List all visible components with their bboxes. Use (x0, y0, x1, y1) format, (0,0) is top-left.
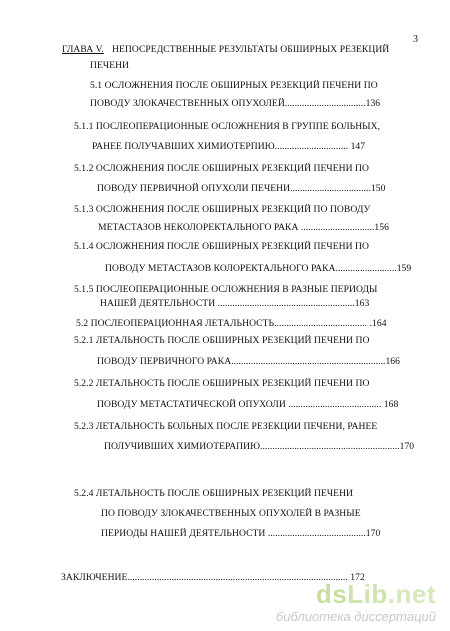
toc-entry-5-2: 5.2 ПОСЛЕОПЕРАЦИОННАЯ ЛЕТАЛЬНОСТЬ...................................... .164 (76, 318, 387, 329)
toc-entry-5-1-5-line1: 5.1.5 ПОСЛЕОПЕРАЦИОННЫЕ ОСЛОЖНЕНИЯ В РАЗНЫЕ ПЕРИОДЫ (74, 284, 378, 295)
toc-entry-5-2-3-line1: 5.2.3 ЛЕТАЛЬНОСТЬ БОЛЬНЫХ ПОСЛЕ РЕЗЕКЦИИ ПЕЧЕНИ, РАНЕЕ (74, 421, 378, 432)
watermark (242, 579, 442, 627)
toc-entry-5-1-1-line2: РАНЕЕ ПОЛУЧАВШИХ ХИМИОТЕРПИЮ.............................. 147 (92, 141, 366, 152)
toc-entry-5-1-4-line2: ПОВОДУ МЕТАСТАЗОВ КОЛОРЕКТАЛЬНОГО РАКА.........................159 (105, 263, 412, 274)
logo-lib: Lib (347, 579, 388, 609)
toc-entry-5-1-2-line2: ПОВОДУ ПЕРВИЧНОЙ ОПУХОЛИ ПЕЧЕНИ.................................150 (97, 183, 386, 194)
chapter-label (62, 44, 104, 56)
toc-entry-5-1-3-line2: МЕТАСТАЗОВ НЕКОЛОРЕКТАЛЬНОГО РАКА ..............................156 (98, 222, 389, 233)
dslib-logo (316, 579, 436, 610)
toc-entry-5-2-1-line1: 5.2.1 ЛЕТАЛЬНОСТЬ ПОСЛЕ ОБШИРНЫХ РЕЗЕКЦИЙ ПЕЧЕНИ ПО (74, 335, 370, 346)
page-number: 3 (413, 34, 419, 45)
toc-entry-5-1-3-line1: 5.1.3 ОСЛОЖНЕНИЯ ПОСЛЕ ОБШИРНЫХ РЕЗЕКЦИЙ ПО ПОВОДУ (74, 204, 371, 215)
toc-entry-5-1-line1: 5.1 ОСЛОЖНЕНИЯ ПОСЛЕ ОБШИРНЫХ РЕЗЕКЦИЙ ПЕЧЕНИ ПО (90, 80, 378, 91)
toc-entry-5-2-4-line1: 5.2.4 ЛЕТАЛЬНОСТЬ ПОСЛЕ ОБШИРНЫХ РЕЗЕКЦИЙ ПЕЧЕНИ (74, 488, 354, 499)
toc-entry-5-1-1-line1: 5.1.1 ПОСЛЕОПЕРАЦИОННЫЕ ОСЛОЖНЕНИЯ В ГРУППЕ БОЛЬНЫХ, (74, 121, 381, 132)
watermark-subtitle: библиотека диссертаций (275, 609, 436, 624)
toc-entry-5-2-3-line2: ПОЛУЧИВШИХ ХИМИОТЕРАПИЮ.........................................................170 (104, 441, 415, 452)
toc-entry-5-2-4-line2: ПО ПОВОДУ ЗЛОКАЧЕСТВЕННЫХ ОПУХОЛЕЙ В РАЗНЫЕ (101, 508, 361, 519)
toc-entry-5-2-1-line2: ПОВОДУ ПЕРВИЧНОГО РАКА...............................................................166 (97, 356, 400, 367)
logo-ds: ds (315, 579, 348, 609)
toc-entry-5-2-2-line1: 5.2.2 ЛЕТАЛЬНОСТЬ ПОСЛЕ ОБШИРНЫХ РЕЗЕКЦИЙ ПЕЧЕНИ ПО (74, 378, 370, 389)
logo-net: .net (387, 579, 436, 609)
toc-conclusion: ЗАКЛЮЧЕНИЕ.......................................................................................... 172 (61, 572, 365, 583)
chapter-title-line2: ПЕЧЕНИ (90, 60, 130, 71)
toc-entry-5-1-2-line1: 5.1.2 ОСЛОЖНЕНИЯ ПОСЛЕ ОБШИРНЫХ РЕЗЕКЦИЙ ПЕЧЕНИ ПО (74, 163, 369, 174)
chapter-title-line1: НЕПОСРЕДСТВЕННЫЕ РЕЗУЛЬТАТЫ ОБШИРНЫХ РЕЗЕКЦИЙ (112, 44, 390, 55)
chapter-number: ГЛАВА V. (62, 44, 104, 55)
toc-entry-5-2-2-line2: ПОВОДУ МЕТАСТАТИЧЕСКОЙ ОПУХОЛИ ...................................... 168 (97, 399, 399, 410)
toc-entry-5-2-4-line3: ПЕРИОДЫ НАШЕЙ ДЕЯТЕЛЬНОСТИ ........................................170 (101, 528, 381, 539)
toc-entry-5-1-5-line2: НАШЕЙ ДЕЯТЕЛЬНОСТИ ........................................................163 (100, 298, 370, 309)
toc-entry-5-1-4-line1: 5.1.4 ОСЛОЖНЕНИЯ ПОСЛЕ ОБШИРНЫХ РЕЗЕКЦИЙ ПЕЧЕНИ ПО (74, 241, 369, 252)
toc-entry-5-1-line2: ПОВОДУ ЗЛОКАЧЕСТВЕННЫХ ОПУХОЛЕЙ.................................136 (90, 98, 381, 109)
